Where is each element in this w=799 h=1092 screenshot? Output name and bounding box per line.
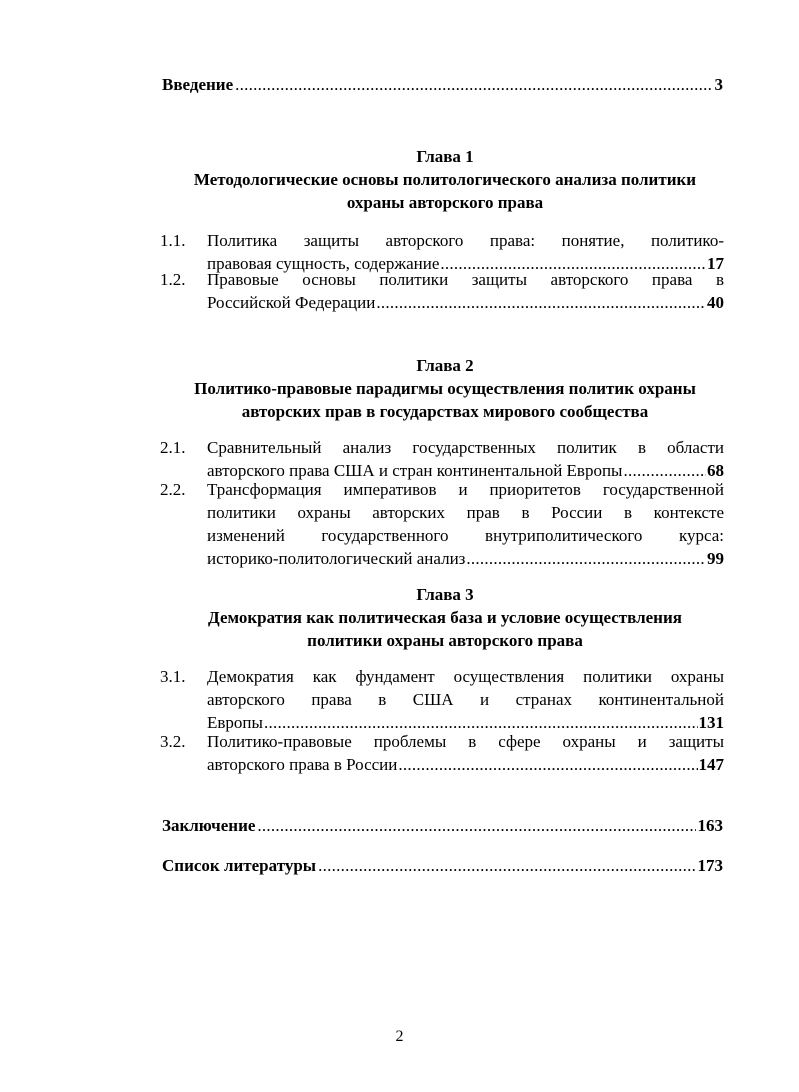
section-text-line: Правовые основы политики защиты авторского права в: [207, 270, 724, 289]
toc-entry-3-2[interactable]: [160, 730, 724, 776]
dot-leader: [318, 856, 695, 876]
section-number: 1.1.: [160, 231, 186, 250]
section-page: 40: [707, 293, 724, 312]
toc-entry-1-2[interactable]: [160, 268, 724, 314]
section-text-line: Политико-правовые проблемы в сфере охраны и защиты: [207, 732, 724, 751]
toc-entry-intro[interactable]: [162, 75, 723, 95]
chapter-2-subtitle-line-2: авторских прав в государствах мирового сообщества: [241, 402, 649, 421]
section-text-last: историко-политологический анализ: [207, 549, 466, 568]
section-number: 3.1.: [160, 667, 186, 686]
toc-entry-2-2[interactable]: [160, 478, 724, 570]
toc-entry-3-1[interactable]: [160, 665, 724, 734]
section-number: 3.2.: [160, 732, 186, 751]
page-number: 2: [395, 1028, 404, 1045]
chapter-2-subtitle-line-1: Политико-правовые парадигмы осуществления политик охраны: [194, 379, 696, 398]
section-text-last: Российской Федерации: [207, 293, 376, 312]
section-text-line: Демократия как фундамент осуществления политики охраны: [207, 667, 724, 686]
conclusion-label: Заключение: [162, 816, 256, 835]
dot-leader: [257, 816, 695, 836]
chapter-1-title: Глава 1: [416, 147, 474, 166]
section-text-line: Сравнительный анализ государственных политик в области: [207, 438, 724, 457]
bibliography-page: 173: [697, 856, 723, 875]
section-number: 1.2.: [160, 270, 186, 289]
bibliography-label: Список литературы: [162, 856, 317, 875]
section-page: 147: [698, 755, 724, 774]
section-number: 2.1.: [160, 438, 186, 457]
section-text-line: политики охраны авторских прав в России в контексте: [207, 503, 724, 522]
section-page: 131: [698, 713, 724, 732]
section-text-last: авторского права США и стран континентальной Европы: [207, 461, 623, 480]
chapter-3-heading: [150, 583, 740, 652]
chapter-3-title: Глава 3: [416, 585, 474, 604]
conclusion-page: 163: [697, 816, 723, 835]
section-number: 2.2.: [160, 480, 186, 499]
section-text-last: Европы: [207, 713, 263, 732]
section-text-line: Трансформация императивов и приоритетов государственной: [207, 480, 724, 499]
section-text-last: авторского права в России: [207, 755, 398, 774]
section-text-line: изменений государственного внутриполитического курса:: [207, 526, 724, 545]
section-page: 99: [707, 549, 724, 568]
toc-entry-bibliography[interactable]: [162, 856, 723, 876]
section-text-last: правовая сущность, содержание: [207, 254, 440, 273]
toc-entry-2-1[interactable]: [160, 436, 724, 482]
section-text-line: Политика защиты авторского права: понятие, политико-: [207, 231, 724, 250]
toc-entry-conclusion[interactable]: [162, 816, 723, 836]
chapter-3-subtitle-line-2: политики охраны авторского права: [307, 631, 583, 650]
intro-label: Введение: [162, 75, 234, 94]
chapter-1-subtitle-line-2: охраны авторского права: [346, 193, 544, 212]
section-text-line: авторского права в США и странах континентальной: [207, 690, 724, 709]
dot-leader: [376, 291, 706, 314]
chapter-2-heading: [150, 354, 740, 423]
dot-leader: [398, 753, 697, 776]
chapter-1-subtitle-line-1: Методологические основы политологического анализа политики: [193, 170, 697, 189]
chapter-1-heading: [150, 145, 740, 214]
section-page: 17: [707, 254, 724, 273]
chapter-3-subtitle-line-1: Демократия как политическая база и условие осуществления: [208, 608, 682, 627]
dot-leader: [235, 75, 712, 95]
chapter-2-title: Глава 2: [416, 356, 474, 375]
dot-leader: [466, 547, 706, 570]
intro-page: 3: [714, 75, 723, 94]
section-page: 68: [707, 461, 724, 480]
